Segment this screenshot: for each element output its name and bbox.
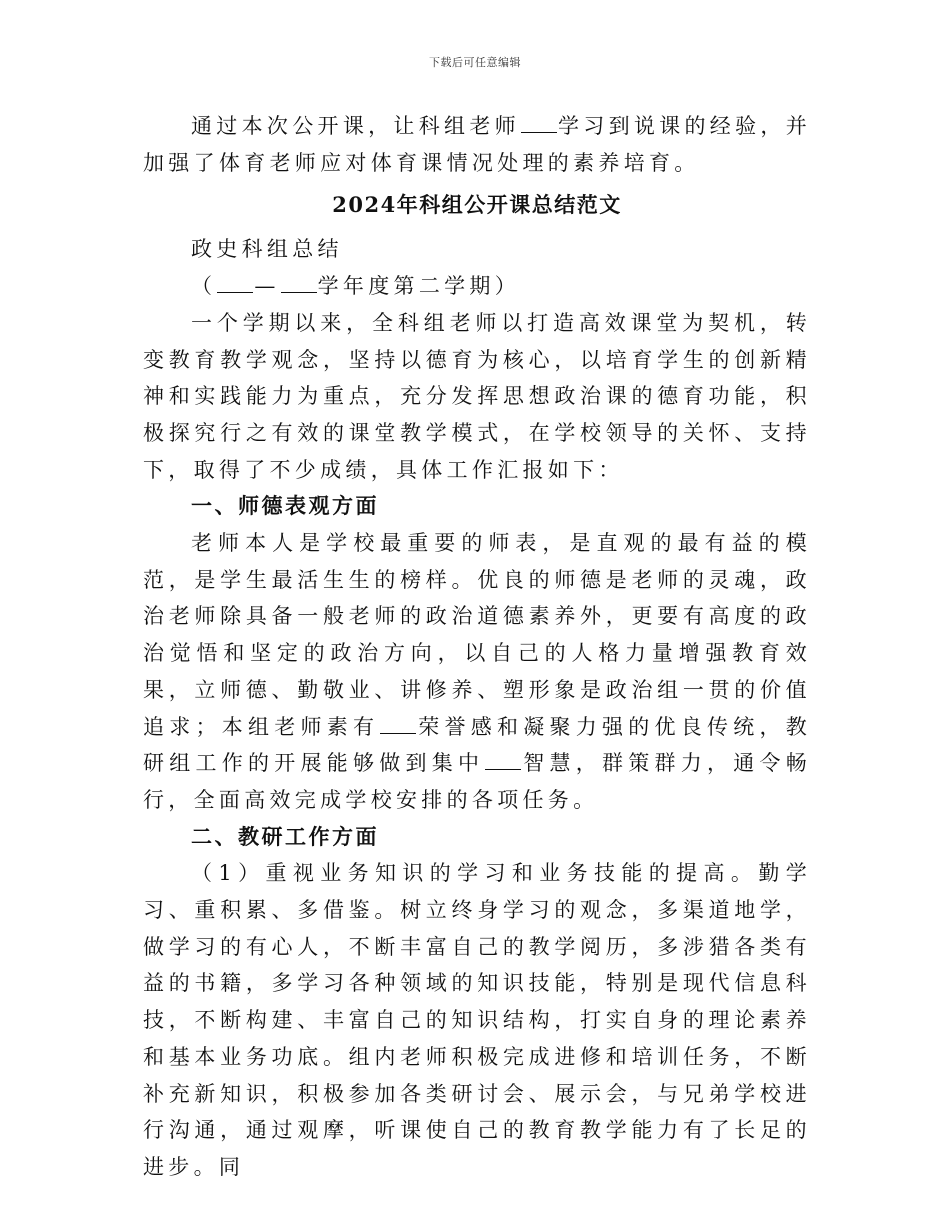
document-subtitle: 政史科组总结 (191, 237, 343, 262)
fill-blank (380, 717, 416, 734)
overview-paragraph: 一个学期以来，全科组老师以打造高效课堂为契机，转变教育教学观念，坚持以德育为核心，以培育学生的创新精神和实践能力为重点，充分发挥思想政治课的德育功能，积极探究行之有效的课堂教学模式，在学校领导的关怀、支持下，取得了不少成绩，具体工作汇报如下： (143, 310, 811, 482)
section-heading-ethics: 一、师德表观方面 (191, 493, 379, 519)
year-dash: — (254, 274, 280, 299)
intro-text-after: 学习到说课的经验，并加强了体育老师应对体育课情况处理的素养培育。 (143, 114, 811, 175)
document-title: 2024年科组公开课总结范文 (332, 192, 622, 218)
fill-blank (485, 753, 521, 770)
academic-year-line (143, 268, 811, 305)
ethics-paragraph (143, 525, 811, 819)
fill-blank (217, 276, 253, 293)
intro-paragraph (143, 108, 811, 181)
ethics-text-3: 智慧，群策群力，通令畅行，全面高效完成学校安排的各项任务。 (143, 751, 811, 812)
document-body (143, 108, 811, 1186)
ethics-text-1: 老师本人是学校最重要的师表，是直观的最有益的模范，是学生最活生生的榜样。优良的师德是老师的灵魂，政治老师除具备一般老师的政治道德素养外，更要有高度的政治觉悟和坚定的政治方向，以自己的人格力量增强教育效果，立师德、勤敬业、讲修养、塑形象是政治组一贯的价值追求；本组老师素有 (143, 531, 811, 739)
ethics-text-2: 荣誉感和凝聚力强的优良传统，教研组工作的开展能够做到集中 (143, 714, 811, 776)
fill-blank (281, 276, 317, 293)
page-header: 下载后可任意编辑 (429, 56, 521, 69)
intro-text-before: 通过本次公开课，让科组老师 (191, 114, 520, 138)
section-heading-research: 二、教研工作方面 (191, 823, 379, 849)
fill-blank (521, 116, 557, 133)
year-close: 学年度第二学期） (317, 274, 521, 299)
year-open: （ (191, 274, 217, 299)
research-paragraph: （1）重视业务知识的学习和业务技能的提高。勤学习、重积累、多借鉴。树立终身学习的观念，多渠道地学，做学习的有心人，不断丰富自己的教学阅历，多涉猎各类有益的书籍，多学习各种领域的知识技能，特别是现代信息科技，不断构建、丰富自己的知识结构，打实自身的理论素养和基本业务功底。组内老师积极完成进修和培训任务，不断补充新知识，积极参加各类研讨会、展示会，与兄弟学校进行沟通，通过观摩，听课使自己的教育教学能力有了长足的进步。同 (143, 861, 811, 1179)
